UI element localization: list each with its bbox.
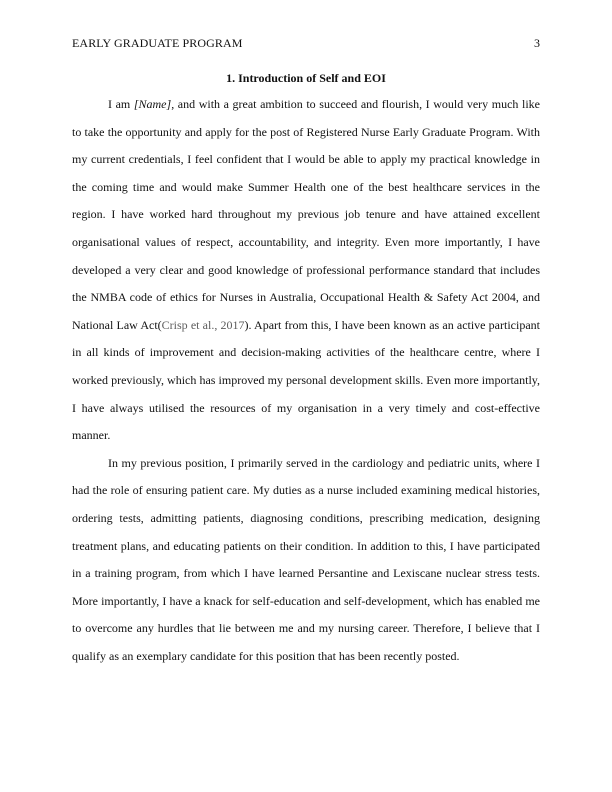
paragraph-lead-text: I am xyxy=(108,97,134,111)
paragraph-text: , and with a great ambition to succeed and flourish, I would very much like to take the opportunity and apply for the post of Registered Nurse Early Graduate Program. With my current credentials, I feel confident that I would be able to apply my practical knowledge in the coming time and would make Summer Health one of the best healthcare services in the region. I have worked hard throughout my previous job tenure and have attained excellent organisational values of respect, accountability, and integrity. Even more importantly, I have developed a very clear and good knowledge of professional performance standard that includes the NMBA code of ethics for Nurses in Australia, Occupational Health & Safety Act 2004, and National Law Act( xyxy=(72,97,540,332)
citation: Crisp et al., 2017 xyxy=(161,317,245,332)
name-placeholder: [Name] xyxy=(133,97,172,111)
section-heading: 1. Introduction of Self and EOI xyxy=(226,71,386,85)
paragraph-text-continued: ). Apart from this, I have been known as an active participant in all kinds of improvement and decision-making activities of the healthcare centre, where I worked previously, which has improved my personal development skills. Even more importantly, I have always utilised the resources of my organisation in a very timely and cost-effective manner. xyxy=(72,317,540,443)
running-header xyxy=(72,35,540,51)
paragraph-previous-position: In my previous position, I primarily served in the cardiology and pediatric units, where I had the role of ensuring patient care. My duties as a nurse included examining medical histories, ordering tests, admitting patients, diagnosing conditions, prescribing medication, designing treatment plans, and educating patients on their condition. In addition to this, I have participated in a training program, from which I have learned Persantine and Lexiscane nuclear stress tests. More importantly, I have a knack for self-education and self-development, which has enabled me to overcome any hurdles that lie between me and my nursing career. Therefore, I believe that I qualify as an exemplary candidate for this position that has been recently posted. xyxy=(72,455,540,663)
page-number: 3 xyxy=(534,36,540,50)
running-head-title: EARLY GRADUATE PROGRAM xyxy=(72,36,243,50)
paragraph-introduction xyxy=(72,91,540,450)
body-text xyxy=(72,91,540,670)
